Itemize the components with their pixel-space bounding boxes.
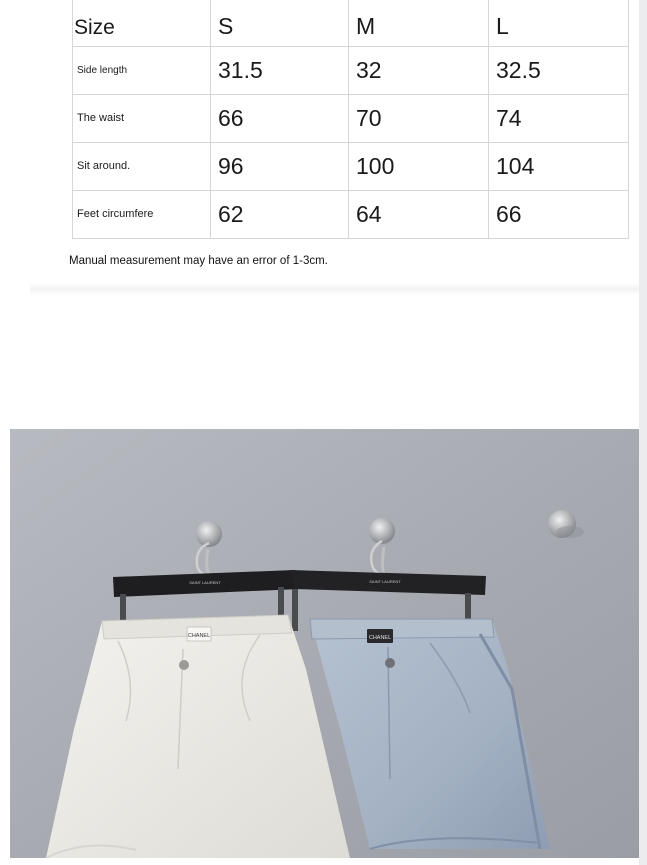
table-cell: 104	[489, 143, 629, 191]
table-cell: 100	[349, 143, 489, 191]
divider-fade	[30, 283, 639, 295]
table-cell: 64	[349, 191, 489, 239]
svg-text:SAINT LAURENT: SAINT LAURENT	[369, 579, 401, 584]
table-cell: 66	[489, 191, 629, 239]
table-row	[73, 95, 629, 143]
row-label: Side length	[73, 47, 211, 95]
table-cell: 66	[211, 95, 349, 143]
size-s-header: S	[211, 0, 349, 47]
scroll-edge	[639, 0, 647, 865]
size-header-label: Size	[73, 0, 211, 47]
left-shorts-label: CHANEL	[187, 633, 211, 639]
row-label: The waist	[73, 95, 211, 143]
hanger-brand-text: SAINT LAURENT	[189, 580, 221, 585]
table-row	[73, 191, 629, 239]
size-header-row	[73, 0, 629, 47]
row-label: Feet circumfere	[73, 191, 211, 239]
size-chart-table	[72, 0, 629, 239]
table-row	[73, 143, 629, 191]
size-l-header: L	[489, 0, 629, 47]
size-m-header: M	[349, 0, 489, 47]
right-shorts-label: CHANEL	[368, 635, 392, 641]
row-label: Sit around.	[73, 143, 211, 191]
product-photo	[10, 429, 639, 858]
table-cell: 70	[349, 95, 489, 143]
measurement-note: Manual measurement may have an error of 1-3cm.	[69, 255, 328, 267]
table-cell: 32	[349, 47, 489, 95]
table-cell: 96	[211, 143, 349, 191]
table-cell: 62	[211, 191, 349, 239]
table-cell: 31.5	[211, 47, 349, 95]
table-row	[73, 47, 629, 95]
table-cell: 74	[489, 95, 629, 143]
table-cell: 32.5	[489, 47, 629, 95]
